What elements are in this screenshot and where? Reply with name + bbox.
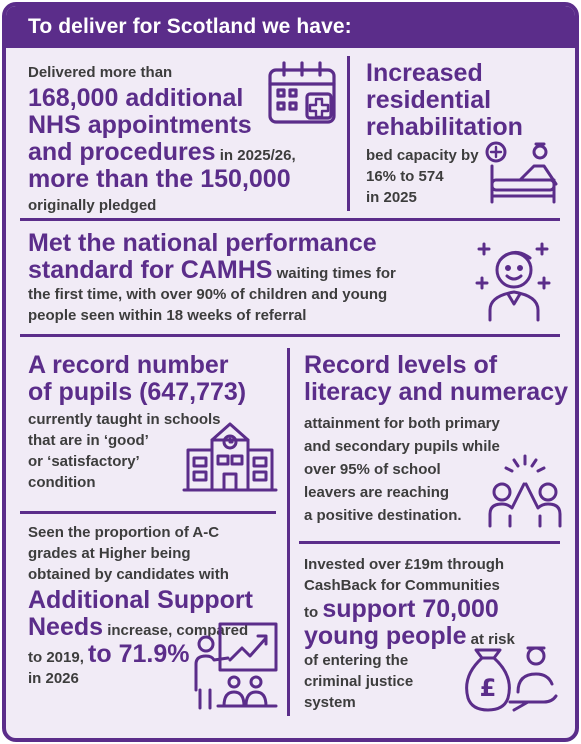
- cashback-line2: CashBack for Communities: [304, 577, 500, 594]
- high-five-icon: [486, 454, 564, 528]
- divider-1: [20, 218, 560, 221]
- camhs-block: [28, 230, 478, 326]
- camhs-line2: [28, 257, 478, 284]
- rehab-big3: rehabilitation: [366, 113, 523, 141]
- camhs-big1: Met the national performance: [28, 229, 377, 257]
- nhs-big1: 168,000 additional: [28, 84, 244, 112]
- divider-3-left: [20, 511, 276, 514]
- presenter-chart-icon: [190, 620, 280, 712]
- calendar-plus-icon: [264, 58, 342, 130]
- nhs-line1: Delivered more than: [28, 64, 173, 81]
- asn-small2: increase, compared: [103, 622, 249, 639]
- rehab-line1: bed capacity by: [366, 147, 479, 164]
- cashback-small2: at risk: [466, 631, 515, 648]
- infographic-card: [2, 2, 579, 742]
- cashback-line3: to: [304, 604, 323, 621]
- header-banner: [6, 6, 575, 48]
- asn-big3: to 71.9%: [88, 640, 190, 668]
- rehab-big1: Increased: [366, 59, 483, 87]
- nhs-big2: NHS appointments: [28, 111, 252, 139]
- literacy-line1: attainment for both primary: [304, 415, 500, 432]
- rehab-line2: 16% to 574: [366, 168, 444, 185]
- literacy-line5: a positive destination.: [304, 507, 462, 524]
- nhs-line5: originally pledged: [28, 197, 157, 214]
- literacy-line2: and secondary pupils while: [304, 438, 500, 455]
- asn-line2: grades at Higher being: [28, 545, 191, 562]
- camhs-line3: the first time, with over 90% of children and young: [28, 286, 388, 303]
- nhs-line3: [28, 139, 338, 166]
- camhs-small2: waiting times for: [272, 265, 396, 282]
- camhs-line4: people seen within 18 weeks of referral: [28, 307, 307, 324]
- asn-line1: Seen the proportion of A-C: [28, 524, 220, 541]
- cashback-line5: criminal justice: [304, 673, 414, 690]
- child-face-icon: [474, 236, 558, 324]
- rehab-big2: residential: [366, 86, 492, 114]
- literacy-big1: Record levels of: [304, 351, 498, 379]
- nhs-small3: in 2025/26,: [215, 147, 296, 164]
- pupils-line2: that are in ‘good’: [28, 432, 149, 449]
- nhs-big3: and procedures: [28, 138, 216, 166]
- pupils-line1: currently taught in schools: [28, 411, 221, 428]
- nhs-big4: more than the 150,000: [28, 165, 291, 193]
- page-title: To deliver for Scotland we have:: [28, 15, 352, 38]
- literacy-big2: literacy and numeracy: [304, 378, 569, 406]
- cashback-big2: young people: [304, 622, 467, 650]
- cashback-line4: of entering the: [304, 652, 409, 669]
- literacy-line3: over 95% of school: [304, 461, 441, 478]
- asn-big2: Needs: [28, 613, 104, 641]
- pupils-line4: condition: [28, 474, 96, 491]
- pupils-big2: of pupils (647,773): [28, 378, 247, 406]
- pupils-big1: A record number: [28, 351, 229, 379]
- cashback-line-support: [304, 596, 569, 623]
- pupils-line3: or ‘satisfactory’: [28, 453, 140, 470]
- asn-line4a: to 2019,: [28, 649, 89, 666]
- cashback-big1: support 70,000: [322, 595, 499, 623]
- school-building-icon: [182, 418, 278, 494]
- divider-2: [20, 334, 560, 337]
- asn-line5: in 2026: [28, 670, 79, 687]
- asn-big1: Additional Support: [28, 586, 253, 614]
- asn-line3: obtained by candidates with: [28, 566, 229, 583]
- hospital-bed-icon: [484, 140, 562, 210]
- divider-3-right: [299, 541, 560, 544]
- money-bag-hand-icon: [458, 636, 562, 718]
- cashback-line6: system: [304, 694, 356, 711]
- divider-top-vertical: [347, 56, 350, 211]
- camhs-big2: standard for CAMHS: [28, 256, 273, 284]
- literacy-line4: leavers are reaching: [304, 484, 450, 501]
- money-symbol: £: [479, 674, 497, 702]
- cashback-line1: Invested over £19m through: [304, 556, 505, 573]
- rehab-line3: in 2025: [366, 189, 417, 206]
